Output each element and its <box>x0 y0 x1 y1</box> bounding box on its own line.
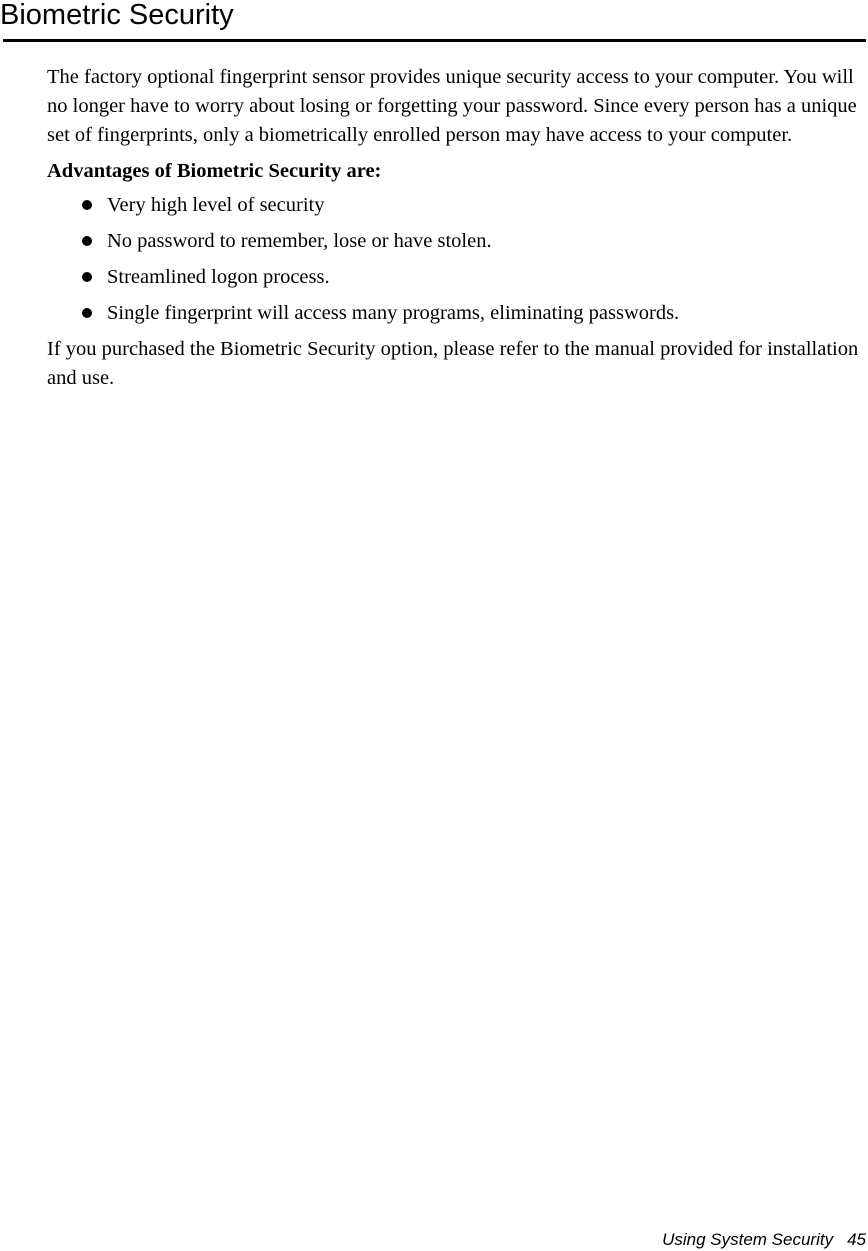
bullet-icon <box>82 200 92 210</box>
bullet-icon <box>82 236 92 246</box>
page-heading: Biometric Security <box>0 0 234 31</box>
advantage-item <box>47 227 863 256</box>
advantages-list <box>47 191 863 328</box>
advantage-text: No password to remember, lose or have stolen. <box>107 230 492 252</box>
advantage-text: Streamlined logon process. <box>107 266 330 288</box>
footer-section-title: Using System Security <box>662 1230 834 1249</box>
bullet-icon <box>82 308 92 318</box>
bullet-icon <box>82 272 92 282</box>
closing-paragraph: If you purchased the Biometric Security option, please refer to the manual provided for installation and use. <box>47 338 859 389</box>
advantage-item <box>47 299 863 328</box>
footer-page-number: 45 <box>847 1230 866 1249</box>
intro-paragraph: The factory optional fingerprint sensor provides unique security access to your computer. You will no longer have to worry about losing or forgetting your password. Since every person has a unique set of fingerprints, only a biometrically enrolled person may have access to your computer. <box>47 66 857 146</box>
advantage-text: Very high level of security <box>107 194 325 216</box>
heading-rule <box>3 39 866 42</box>
advantage-text: Single fingerprint will access many programs, eliminating passwords. <box>107 302 680 324</box>
body-content <box>47 63 863 393</box>
advantage-item <box>47 191 863 220</box>
page-footer <box>662 1229 866 1251</box>
advantage-item <box>47 263 863 292</box>
advantages-heading: Advantages of Biometric Security are: <box>47 160 382 182</box>
